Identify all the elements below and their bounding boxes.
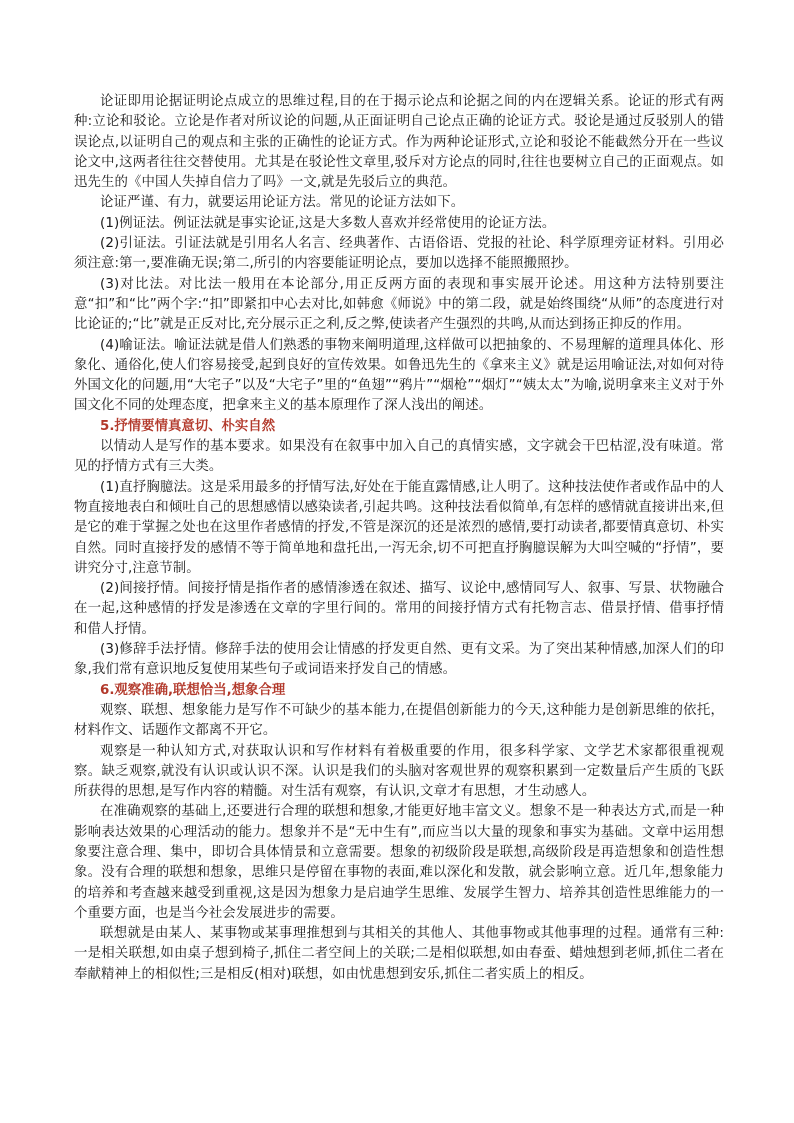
paragraph-example-method: (1)例证法。例证法就是事实论证,这是大多数人喜欢并经常使用的论证方法。 (100, 215, 556, 231)
paragraph-indirect-lyric: (2)间接抒情。间接抒情是指作者的感情渗透在叙述、描写、议论中,感情同写人、叙事、写景、状物融合在一起,这种感情的抒发是渗透在文章的字里行间的。常用的间接抒情方式有托物言志、借景抒情、借事抒情和借人抒情。 (74, 581, 724, 637)
paragraph-contrast-method: (3)对比法。对比法一般用在本论部分,用正反两方面的表现和事实展开论述。用这种方法特别要注意“扣”和“比”两个字:“扣”即紧扣中心去对比,如韩愈《师说》中的第二段，就是始终围绕“从师”的态度进行对比论证的;“比”就是正反对比,充分展示正之利,反之弊,使读者产生强烈的共鸣,从而达到扬正抑反的作用。 (74, 276, 724, 333)
paragraph-direct-lyric: (1)直抒胸臆法。这是采用最多的抒情写法,好处在于能直露情感,让人明了。这种技法使作者或作品中的人物直接地表白和倾吐自己的思想感情以感染读者,引起共鸣。这种技法看似简单,有怎样的感情就直接讲出来,但是它的难于掌握之处也在这里作者感情的抒发,不管是深沉的还是浓烈的感情,要打动读者,都要情真意切、朴实自然。同时直接抒发的感情不等于简单地和盘托出,一泻无余,切不可把直抒胸臆误解为大叫空喊的“抒情”，要讲究分寸,注意节制。 (74, 479, 724, 576)
paragraph-metaphor-method: (4)喻证法。喻证法就是借人们熟悉的事物来阐明道理,这样做可以把抽象的、不易理解的道理具体化、形象化、通俗化,使人们容易接受,起到良好的宣传效果。如鲁迅先生的《拿来主义》就是运用喻证法,对如何对待外国文化的问题,用“大宅子”以及“大宅子”里的“鱼翅”“鸦片”“烟枪”“烟灯”“姨太太”为喻,说明拿来主义对于外国文化不同的处理态度，把拿来主义的基本原理作了深人浅出的阐述。 (74, 337, 724, 414)
paragraph-citation-method: (2)引证法。引证法就是引用名人名言、经典著作、古语俗语、党报的社论、科学原理旁证材料。引用必须注意:第一,要准确无误;第二,所引的内容要能证明论点，要加以选择不能照搬照抄。 (74, 236, 724, 272)
paragraph-observation: 观察是一种认知方式,对获取认识和写作材料有着极重要的作用，很多科学家、文学艺术家都很重视观察。缺乏观察,就没有认识或认识不深。认识是我们的头脑对客观世界的观察积累到一定数量后产生质的飞跃所获得的思想,是写作内容的精髓。对生活有观察，有认识,文章才有思想，才生动感人。 (74, 743, 724, 800)
paragraph-observation-intro: 观察、联想、想象能力是写作不可缺少的基本能力,在提倡创新能力的今天,这种能力是创新思维的依托，材料作文、话题作文都离不开它。 (74, 702, 724, 739)
paragraph-rhetoric-lyric: (3)修辞手法抒情。修辞手法的使用会让情感的抒发更自然、更有文采。为了突出某种情感,加深人们的印象,我们常有意识地反复使用某些句子或词语来抒发自己的情感。 (74, 642, 724, 678)
section-heading-5: 5.抒情要情真意切、朴实自然 (100, 418, 276, 434)
paragraph-argumentation-methods-intro: 论证严谨、有力，就要运用论证方法。常见的论证方法如下。 (100, 195, 465, 211)
paragraph-imagination: 在准确观察的基础上,还要进行合理的联想和想象,才能更好地丰富文义。想象不是一种表达方式,而是一种影响表达效果的心理活动的能力。想象并不是“无中生有”,而应当以大量的现象和事实为基础。文章中运用想象要注意合理、集中，即切合具体情景和立意需要。想象的初级阶段是联想,高级阶段是再造想象和创造性想象。没有合理的联想和想象，思维只是停留在事物的表面,难以深化和发散，就会影响立意。近几年,想象能力的培养和考查越来越受到重视,这是因为想象力是启迪学生思维、发展学生智力、培养其创造性思维能力的一个重要方面，也是当今社会发展进步的需要。 (74, 804, 724, 921)
document-page (74, 92, 724, 985)
paragraph-lyrical-intro: 以情动人是写作的基本要求。如果没有在叙事中加入自己的真情实感，文字就会干巴枯涩,没有味道。常见的抒情方式有三大类。 (74, 439, 724, 475)
section-heading-6: 6.观察准确,联想恰当,想象合理 (100, 682, 286, 698)
paragraph-association: 联想就是由某人、某事物或某事理推想到与其相关的其他人、其他事物或其他事理的过程。通常有三种:一是相关联想,如由桌子想到椅子,抓住二者空间上的关联;二是相似联想,如由春蚕、蜡烛想到老师,抓住二者在奉献精神上的相似性;三是相反(相对)联想，如由忧患想到安乐,抓住二者实质上的相反。 (74, 926, 724, 982)
paragraph-argumentation-definition: 论证即用论据证明论点成立的思维过程,目的在于揭示论点和论据之间的内在逻辑关系。论证的形式有两种:立论和驳论。立论是作者对所议论的问题,从正面证明自己论点正确的论证方式。驳论是通过反驳别人的错误论点,以证明自己的观点和主张的正确性的论证方式。作为两种论证形式,立论和驳论不能截然分开在一些议论文中,这两者往往交替使用。尤其是在驳论性文章里,驳斥对方论点的同时,往往也要树立自己的正面观点。如迅先生的《中国人失掉自信力了吗》一文,就是先驳后立的典范。 (74, 94, 724, 191)
